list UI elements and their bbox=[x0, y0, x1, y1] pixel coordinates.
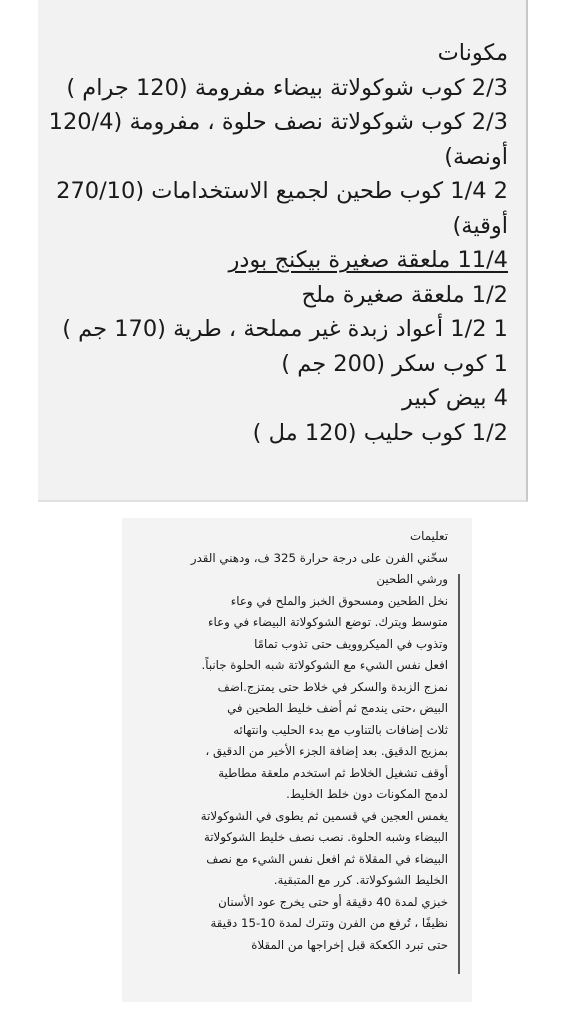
instruction-line: خبزي لمدة 40 دقيقة أو حتى يخرج عود الأسنان bbox=[218, 894, 448, 909]
instruction-line: نظيفًا ، تُرفع من الفرن وتترك لمدة 10-15 دقيقة bbox=[210, 916, 448, 930]
instructions-list bbox=[130, 526, 448, 956]
instruction-line: افعل نفس الشيء مع الشوكولاتة شبه الحلوة جانباً. bbox=[201, 658, 448, 672]
instruction-line: أوقف تشغيل الخلاط ثم استخدم ملعقة مطاطية bbox=[218, 765, 448, 780]
ingredient-line: أوقية) bbox=[452, 212, 508, 239]
instruction-line: نمزج الزبدة والسكر في خلاط حتى يمتزج.اضف bbox=[217, 679, 448, 694]
instruction-line: متوسط ويترك. توضع الشوكولاتة البيضاء في وعاء bbox=[208, 615, 448, 629]
ingredient-line: 1/2 كوب حليب (120 مل ) bbox=[252, 419, 508, 446]
instruction-line: سخّني الفرن على درجة حرارة 325 ف، ودهني القدر bbox=[190, 550, 448, 565]
ingredient-line: 1 1/2 أعواد زبدة غير مملحة ، طرية (170 جم ) bbox=[62, 316, 508, 342]
page-edge-divider bbox=[458, 574, 460, 974]
ingredient-line: 1/2 ملعقة صغيرة ملح bbox=[301, 281, 508, 308]
instruction-line: لدمج المكونات دون خلط الخليط. bbox=[286, 787, 448, 801]
instruction-line: حتى تبرد الكعكة قبل إخراجها من المقلاة bbox=[251, 937, 448, 952]
instruction-line: وتذوب في الميكروويف حتى تذوب تمامًا bbox=[254, 636, 448, 651]
instruction-line: الخليط الشوكولاتة. كرر مع المتبقية. bbox=[273, 873, 448, 887]
ingredient-line: أونصة) bbox=[444, 143, 508, 170]
instruction-line: ورشي الطحين bbox=[376, 572, 448, 586]
ingredients-list bbox=[38, 36, 508, 450]
ingredient-line: 4 بيض كبير bbox=[402, 385, 508, 411]
instructions-card bbox=[122, 518, 472, 1002]
instruction-line: البيض ،حتى يندمج ثم أضف خليط الطحين في bbox=[227, 701, 448, 715]
ingredient-line: 1 كوب سكر (200 جم ) bbox=[281, 350, 508, 377]
ingredients-card bbox=[38, 0, 528, 502]
instruction-line: يغمس العجين في قسمين ثم يطوى في الشوكولاتة bbox=[200, 808, 448, 823]
instruction-line: نخل الطحين ومسحوق الخبز والملح في وعاء bbox=[230, 593, 448, 608]
ingredient-line bbox=[38, 243, 508, 278]
ingredient-line-text: 11/4 ملعقة صغيرة بيكنج بودر bbox=[228, 247, 508, 273]
instruction-line: البيضاء في المقلاة ثم افعل نفس الشيء مع نصف bbox=[206, 851, 448, 866]
ingredient-line: 2 1/4 كوب طحين لجميع الاستخدامات (270/10 bbox=[56, 178, 508, 204]
ingredient-line: 2/3 كوب شوكولاتة نصف حلوة ، مفرومة (120/4 bbox=[48, 109, 508, 135]
instruction-line: ثلاث إضافات بالتناوب مع بدء الحليب وانتهائه bbox=[233, 722, 448, 737]
instruction-line: البيضاء وشبه الحلوة. نصب نصف خليط الشوكولاتة bbox=[203, 830, 448, 844]
instruction-line: بمزيج الدقيق. بعد إضافة الجزء الأخير من الدقيق ، bbox=[205, 744, 448, 758]
ingredient-line: 2/3 كوب شوكولاتة بيضاء مفرومة (120 جرام ) bbox=[66, 74, 508, 101]
instructions-heading: تعليمات bbox=[410, 529, 448, 543]
ingredients-heading: مكونات bbox=[437, 40, 508, 66]
